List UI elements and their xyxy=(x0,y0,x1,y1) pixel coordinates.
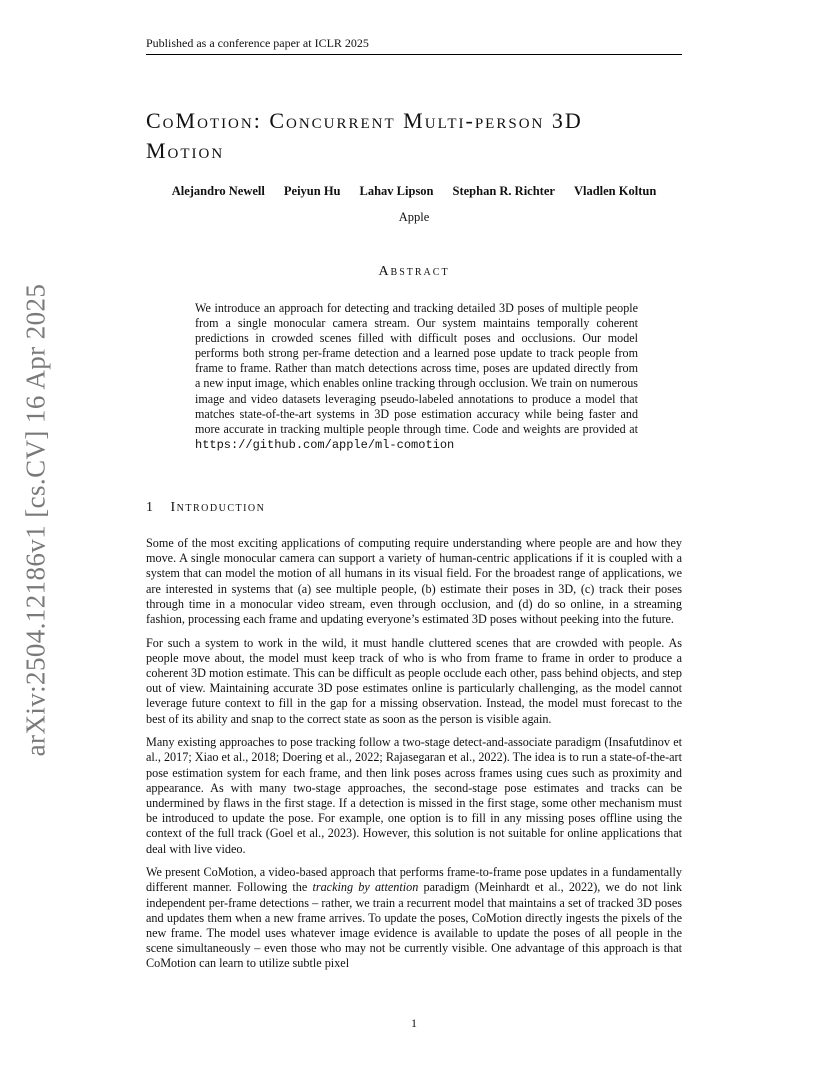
abstract-text: We introduce an approach for detecting and tracking detailed 3D poses of multiple people from a single monocular camera stream. Our system maintains temporally coherent predictions in crowded scenes filled with difficult poses and occlusions. Our model performs both strong per-frame detection and a learned pose update to track people from frame to frame. Rather than match detections across time, poses are updated directly from a new input image, which enables online tracking through occlusion. We train on numerous image and video datasets leveraging pseudo-labeled annotations to produce a model that matches state-of-the-art systems in 3D pose estimation accuracy while being faster and more accurate in tracking multiple people through time. Code and weights are provided at xyxy=(195,301,638,436)
author-name: Stephan R. Richter xyxy=(452,184,555,198)
paragraph: For such a system to work in the wild, it must handle cluttered scenes that are crowded with people. As people move about, the model must keep track of who is who from frame to frame in order to produce a coherent 3D motion estimate. This can be difficult as people occlude each other, pass behind objects, and step out of view. Maintaining accurate 3D pose estimates online is particularly challenging, as the model cannot leverage future context to fill in the gap for a missing observation. Instead, the model must forecast to the best of its ability and snap to the correct state as soon as the person is visible again. xyxy=(146,635,682,726)
paper-title xyxy=(146,106,706,166)
emphasis-text: tracking by attention xyxy=(312,880,419,895)
abstract-body xyxy=(195,301,638,453)
paragraph-text: paradigm (Meinhardt et al., 2022), we do not link independent per-frame detections – rather, we train a recurrent model that maintains a set of tracked 3D poses and updates them when a new frame arrives. To update the poses, CoMotion directly ingests the pixels of the new frame. The model uses whatever image evidence is available to update the poses of all people in the scene simultaneously – even those who may not be currently visible. One advantage of this approach is that CoMotion can learn to utilize subtle pixel xyxy=(146,880,683,971)
author-list xyxy=(146,184,682,199)
author-name: Lahav Lipson xyxy=(359,184,434,198)
section-title: Introduction xyxy=(170,500,266,515)
section-heading xyxy=(146,500,265,516)
author-name: Peiyun Hu xyxy=(283,184,341,198)
title-line-1: CoMotion: Concurrent Multi-person 3D xyxy=(146,108,583,133)
code-link[interactable]: https://github.com/apple/ml-comotion xyxy=(195,437,455,452)
paragraph xyxy=(146,865,682,971)
page-number: 1 xyxy=(411,1016,417,1030)
arxiv-stamp: arXiv:2504.12186v1 [cs.CV] 16 Apr 2025 xyxy=(20,283,51,757)
paragraph: Some of the most exciting applications of computing require understanding where people are and how they move. A single monocular camera can support a variety of human-centric applications if it is coupled with a system that can model the motion of all humans in its visual field. For the broadest range of applications, we are interested in systems that (a) see multiple people, (b) estimate their poses in 3D, (c) track their poses through time in a monocular video stream, even through occlusion, and (d) do so online, in a streaming fashion, processing each frame and updating everyone’s estimated 3D poses without peeking into the future. xyxy=(146,536,682,627)
abstract-heading: Abstract xyxy=(378,264,450,279)
paragraph: Many existing approaches to pose tracking follow a two-stage detect-and-associate paradigm (Insafutdinov et al., 2017; Xiao et al., 2018; Doering et al., 2022; Rajasegaran et al., 2022). The idea is to run a state-of-the-art pose estimation system for each frame, and then link poses across frames using cues such as proximity and appearance. As with many two-stage approaches, the second-stage pose estimates and tracks can be undermined by flaws in the first stage. If a detection is missed in the first stage, some other mechanism must be introduced to update the pose. For example, one option is to fill in any missing poses offline using the context of the full track (Goel et al., 2023). However, this solution is not suitable for online applications that deal with live video. xyxy=(146,735,682,856)
section-number: 1 xyxy=(146,500,155,515)
author-name: Vladlen Koltun xyxy=(573,184,657,198)
running-header: Published as a conference paper at ICLR 2025 xyxy=(146,36,682,55)
paragraph-text: We present CoMotion, a video-based approach that performs frame-to-frame pose updates in a fundamentally different manner. Following the xyxy=(146,865,682,895)
title-line-2: Motion xyxy=(146,138,225,163)
author-name: Alejandro Newell xyxy=(171,184,265,198)
affiliation: Apple xyxy=(398,210,430,224)
introduction-body xyxy=(146,536,682,980)
